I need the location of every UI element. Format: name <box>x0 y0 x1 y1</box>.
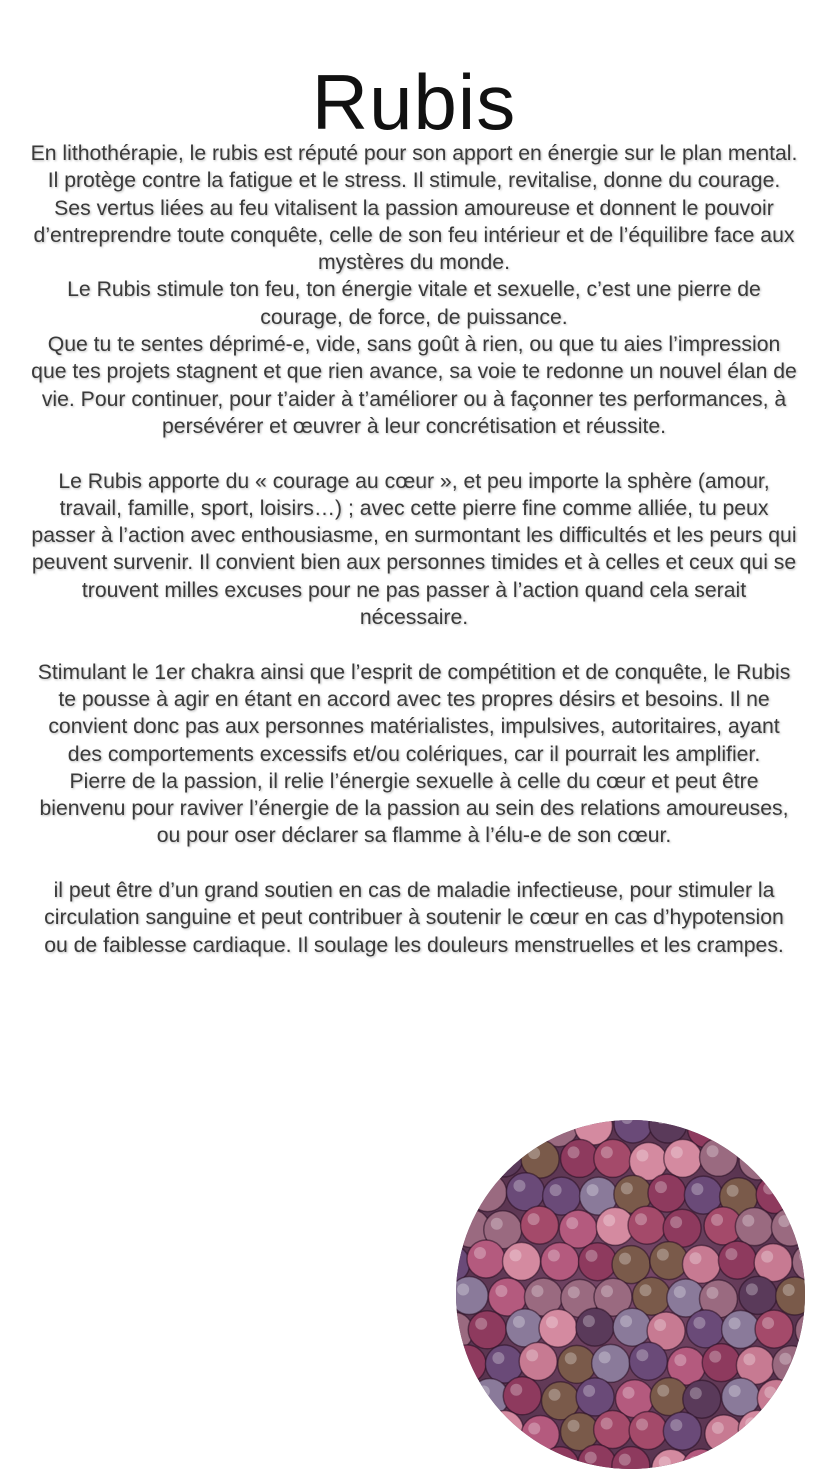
paragraph-momentum: Que tu te sentes déprimé-e, vide, sans goût à rien, ou que tu aies l’impression que tes projets stagnent et que rien avance, sa voie te redonne un nouvel élan de vie. Pour continuer, pour t’aider à t’améliorer ou à façonner tes performances, à persévérer et œuvrer à leur concrétisation et réussite. <box>31 333 797 438</box>
bead-highlight <box>601 1285 613 1297</box>
bead <box>757 1379 795 1417</box>
bead-highlight <box>746 1283 758 1295</box>
bead <box>576 1308 614 1346</box>
bead <box>757 1120 795 1145</box>
bead-highlight <box>764 1120 776 1126</box>
bead-highlight <box>766 1451 778 1463</box>
bead-highlight <box>528 1147 540 1159</box>
bead-highlight <box>695 1120 707 1129</box>
bead-highlight <box>583 1315 595 1327</box>
bead <box>792 1381 805 1419</box>
bead-highlight <box>586 1250 598 1262</box>
bead <box>485 1139 523 1177</box>
bead <box>469 1120 507 1145</box>
bead <box>505 1445 543 1469</box>
bead <box>456 1277 488 1315</box>
bead-highlight <box>601 1146 613 1158</box>
bead <box>721 1120 759 1148</box>
paragraph-spacer <box>30 440 798 467</box>
paragraph-intro: En lithothérapie, le rubis est réputé pour son apport en énergie sur le plan mental. Il protège contre la fatigue et le stress. Il stimule, revitalise, donne du courage. Ses vertus liées au feu vitalisent la passion amoureuse et donnent le pouvoir d’entreprendre toute conquête, celle de son feu intérieur et de l’équilibre face aux mystères du monde. <box>30 142 798 275</box>
bead <box>755 1310 793 1348</box>
bead-highlight <box>619 1253 631 1265</box>
bead-highlight <box>492 1418 504 1430</box>
bead <box>700 1138 738 1176</box>
bead <box>629 1411 667 1449</box>
bead-highlight <box>780 1148 792 1160</box>
bead-highlight <box>654 1319 666 1331</box>
article-body <box>30 140 798 959</box>
bead-highlight <box>550 1184 562 1196</box>
bead-highlight <box>745 1417 757 1429</box>
bead-highlight <box>779 1353 791 1365</box>
bead-highlight <box>730 1456 742 1468</box>
bead <box>686 1310 724 1348</box>
bead <box>772 1413 805 1451</box>
bead-highlight <box>475 1318 487 1330</box>
bead-highlight <box>691 1183 703 1195</box>
bead <box>558 1345 596 1383</box>
bead-highlight <box>478 1385 490 1397</box>
bead <box>468 1311 506 1349</box>
bead-highlight <box>526 1349 538 1361</box>
bead <box>613 1308 651 1346</box>
bead-highlight <box>689 1252 701 1264</box>
bead <box>756 1176 794 1214</box>
bead-highlight <box>742 1215 754 1227</box>
bead-highlight <box>729 1317 741 1329</box>
bead <box>795 1311 805 1349</box>
bead-highlight <box>599 1351 611 1363</box>
bead-highlight <box>657 1385 669 1397</box>
bead <box>773 1141 805 1179</box>
bead-highlight <box>512 1452 524 1464</box>
bead-highlight <box>565 1352 577 1364</box>
bead <box>456 1378 474 1416</box>
bead <box>503 1377 541 1415</box>
bead-highlight <box>636 1150 648 1162</box>
bead-highlight <box>635 1213 647 1225</box>
bead-highlight <box>457 1420 469 1432</box>
bead-highlight <box>674 1354 686 1366</box>
bead-highlight <box>566 1217 578 1229</box>
bead-highlight <box>476 1120 488 1126</box>
bead-highlight <box>548 1249 560 1261</box>
bead-highlight <box>474 1247 486 1259</box>
bead-highlight <box>762 1317 774 1329</box>
bead <box>614 1120 652 1143</box>
page-title: Rubis <box>311 58 517 146</box>
bead <box>506 1309 544 1347</box>
bead-highlight <box>568 1146 580 1158</box>
bead-highlight <box>729 1385 741 1397</box>
bead-highlight <box>568 1286 580 1298</box>
bead <box>682 1449 720 1469</box>
bead-highlight <box>548 1454 560 1466</box>
bead <box>739 1276 777 1314</box>
bead-highlight <box>670 1419 682 1431</box>
bead <box>469 1174 507 1212</box>
bead-highlight <box>601 1418 613 1430</box>
bead-highlight <box>547 1120 559 1128</box>
bead-highlight <box>510 1384 522 1396</box>
bead <box>794 1444 805 1469</box>
bead <box>507 1120 545 1146</box>
bead <box>705 1415 743 1453</box>
bead-highlight <box>621 1182 633 1194</box>
bead <box>735 1208 773 1246</box>
bead <box>485 1411 523 1449</box>
bead <box>664 1139 702 1177</box>
bead-highlight <box>657 1249 669 1261</box>
bead-highlight <box>492 1352 504 1364</box>
bead <box>506 1173 544 1211</box>
bead-highlight <box>798 1185 805 1197</box>
bead <box>456 1345 486 1383</box>
bead <box>519 1342 557 1380</box>
bead-highlight <box>746 1149 758 1161</box>
bead-highlight <box>492 1146 504 1158</box>
bead-highlight <box>491 1218 503 1230</box>
bead <box>772 1346 805 1384</box>
bead <box>539 1309 577 1347</box>
bead-highlight <box>457 1146 469 1158</box>
bead <box>541 1242 579 1280</box>
bead <box>521 1206 559 1244</box>
bead <box>594 1139 632 1177</box>
bead <box>792 1120 805 1143</box>
bead-highlight <box>585 1452 597 1464</box>
bead <box>576 1378 614 1416</box>
bead-highlight <box>655 1181 667 1193</box>
bead-highlight <box>513 1316 525 1328</box>
bead-highlight <box>764 1386 776 1398</box>
bead-highlight <box>639 1284 651 1296</box>
bead-highlight <box>620 1315 632 1327</box>
bead-highlight <box>528 1213 540 1225</box>
paragraph-passion: Pierre de la passion, il relie l’énergie sexuelle à celle du cœur et peut être bienvenu pour raviver l’énergie de la passion au sein des relations amoureuses, ou pour oser déclarer sa flamme à l’élu-e de son cœur. <box>39 769 789 848</box>
bead-highlight <box>636 1349 648 1361</box>
bead-highlight <box>689 1456 701 1468</box>
paragraph-courage: Le Rubis apporte du « courage au cœur », et peu importe la sphère (amour, travail, famille, sport, loisirs…) ; avec cette pierre fine comme alliée, tu peux passer à l’action avec enthousiasme, en surmontant les difficultés et les peurs qui peuvent survenir. Il convient bien aux personnes timides et à celles et ceux qui se trouvent milles excuses pour ne pas passer à l’action quand cela serait nécessaire. <box>31 469 797 630</box>
bead <box>561 1139 599 1177</box>
bead-highlight <box>799 1388 805 1400</box>
bead <box>579 1243 617 1281</box>
bead <box>791 1178 805 1216</box>
bead-highlight <box>707 1145 719 1157</box>
bead-highlight <box>693 1317 705 1329</box>
bead <box>612 1447 650 1469</box>
bead <box>467 1448 505 1469</box>
bead-highlight <box>743 1353 755 1365</box>
bead <box>771 1208 805 1246</box>
bead <box>722 1310 760 1348</box>
bead-highlight <box>727 1185 739 1197</box>
paragraph-spacer <box>30 850 798 877</box>
bead <box>718 1241 756 1279</box>
bead-highlight <box>456 1352 467 1364</box>
bead-highlight <box>528 1423 540 1435</box>
bead <box>592 1344 630 1382</box>
bead-highlight <box>799 1120 805 1124</box>
bead <box>456 1177 471 1215</box>
bead-highlight <box>690 1387 702 1399</box>
bead-highlight <box>778 1215 790 1227</box>
bead-highlight <box>670 1216 682 1228</box>
bead <box>738 1410 776 1448</box>
bead-highlight <box>728 1120 740 1129</box>
bead-highlight <box>619 1454 631 1466</box>
paragraph-spacer <box>30 631 798 658</box>
bead <box>682 1245 720 1283</box>
bead-highlight <box>568 1420 580 1432</box>
paragraph-fire: Le Rubis stimule ton feu, ton énergie vitale et sexuelle, c’est une pierre de courage, de force, de puissance. <box>67 278 761 329</box>
bead-highlight <box>674 1286 686 1298</box>
bead <box>467 1240 505 1278</box>
bead <box>456 1413 488 1451</box>
bead <box>456 1139 488 1177</box>
bead <box>739 1142 777 1180</box>
bead <box>648 1174 686 1212</box>
bead-highlight <box>801 1451 805 1463</box>
bead-highlight <box>763 1183 775 1195</box>
bead-highlight <box>603 1214 615 1226</box>
bead <box>702 1344 740 1382</box>
bead <box>759 1444 797 1469</box>
bead-highlight <box>783 1284 795 1296</box>
bead-highlight <box>709 1351 721 1363</box>
bead <box>503 1242 541 1280</box>
bead <box>456 1447 469 1469</box>
bead-highlight <box>587 1184 599 1196</box>
bead-highlight <box>779 1420 791 1432</box>
bead-highlight <box>623 1387 635 1399</box>
bead-highlight <box>514 1120 526 1127</box>
bead-highlight <box>706 1287 718 1299</box>
bead <box>594 1411 632 1449</box>
bead-highlight <box>457 1284 469 1296</box>
bead-highlight <box>531 1285 543 1297</box>
bead-highlight <box>636 1418 648 1430</box>
bead-highlight <box>671 1146 683 1158</box>
bead-highlight <box>583 1385 595 1397</box>
bead-highlight <box>474 1455 486 1467</box>
bead-highlight <box>761 1251 773 1263</box>
bead-highlight <box>712 1422 724 1434</box>
bead-highlight <box>546 1316 558 1328</box>
bead-highlight <box>495 1285 507 1297</box>
bead-highlight <box>459 1217 471 1229</box>
bead-highlight <box>549 1389 561 1401</box>
bead <box>792 1243 805 1281</box>
ruby-beads-image <box>456 1120 805 1469</box>
bead-highlight <box>725 1248 737 1260</box>
ruby-beads-photo <box>456 1120 805 1469</box>
bead <box>723 1449 761 1469</box>
bead <box>663 1412 701 1450</box>
bead <box>456 1120 471 1143</box>
bead-highlight <box>513 1180 525 1192</box>
bead-highlight <box>510 1249 522 1261</box>
paragraph-health: il peut être d’un grand soutien en cas de maladie infectieuse, pour stimuler la circulation sanguine et peut contribuer à soutenir le cœur en cas d’hypotension ou de faiblesse cardiaque. Il soulage les douleurs menstruelles et les crampes. <box>44 879 784 957</box>
bead-highlight <box>711 1214 723 1226</box>
bead <box>628 1206 666 1244</box>
paragraph-chakra: Stimulant le 1er chakra ainsi que l’esprit de compétition et de conquête, le Rubis te pousse à agir en étant en accord avec tes propres désirs et besoins. Il ne convient donc pas aux personnes matérialistes, impulsives, autoritaires, ayant des comportements excessifs et/ou colériques, car il pourrait les amplifier. <box>37 660 791 766</box>
bead-highlight <box>659 1456 671 1468</box>
bead <box>776 1277 805 1315</box>
bead <box>629 1342 667 1380</box>
bead-highlight <box>476 1181 488 1193</box>
